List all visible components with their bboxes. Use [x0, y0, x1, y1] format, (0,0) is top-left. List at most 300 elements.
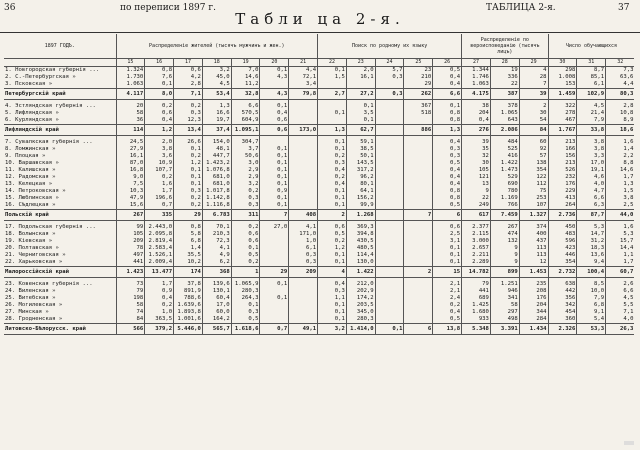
cell-value: 2,1 — [433, 288, 462, 295]
cell-value: 4,5 — [606, 295, 635, 302]
cell-value: 2.377 — [462, 224, 491, 231]
cell-value: 174,2 — [346, 295, 375, 302]
cell-value: 210 — [404, 74, 433, 81]
cell-value — [260, 231, 289, 238]
table-row — [4, 202, 634, 210]
page-number-right: 37 — [618, 3, 630, 13]
cell-value: 16,6 — [202, 110, 231, 117]
cell-value: 9 — [490, 252, 519, 259]
cell-value: 38 — [462, 103, 491, 110]
cell-value — [404, 188, 433, 195]
cell-value: 60 — [519, 139, 548, 146]
cell-value: 9,0 — [116, 174, 145, 181]
cell-value: 54 — [519, 117, 548, 125]
table-row — [4, 295, 634, 302]
cell-value: 2,9 — [231, 174, 260, 181]
row-label: 1. Новгородская губернiя ... — [5, 67, 100, 73]
cell-value — [375, 195, 404, 202]
page-title: Табли ца 2-я. — [235, 10, 405, 28]
cell-value: 50,6 — [231, 153, 260, 160]
cell-value: 1.730 — [116, 74, 145, 81]
cell-value: 0,8 — [433, 195, 462, 202]
cell-value — [404, 259, 433, 267]
cell-value: 87,7 — [577, 210, 606, 221]
cell-value: 0,6 — [145, 110, 174, 117]
cell-value: 2,6 — [606, 281, 635, 288]
row-label: Литовско-Бѣлорусск. край — [4, 324, 116, 335]
column-number: 15 — [116, 59, 145, 67]
cell-value: 6 — [433, 210, 462, 221]
cell-value: 345,0 — [346, 309, 375, 316]
cell-value: 0,5 — [433, 316, 462, 324]
cell-value: 229 — [548, 188, 577, 195]
cell-value: 2.443,0 — [145, 224, 174, 231]
cell-value: 1.422 — [490, 160, 519, 167]
column-number: 29 — [519, 59, 548, 67]
cell-value: 105 — [116, 231, 145, 238]
cell-value: 4,2 — [174, 74, 203, 81]
column-number: 20 — [260, 59, 289, 67]
cell-value: 0,1 — [260, 202, 289, 210]
column-number-row — [4, 59, 634, 67]
cell-value: 0,2 — [174, 153, 203, 160]
cell-value: 0,8 — [433, 117, 462, 125]
cell-value: 0,6 — [260, 117, 289, 125]
table-row — [4, 259, 634, 267]
cell-value: 1.065 — [490, 110, 519, 117]
cell-value: 0,1 — [260, 281, 289, 288]
cell-value: 79 — [116, 288, 145, 295]
cell-value: 47,9 — [116, 195, 145, 202]
column-number: 32 — [606, 59, 635, 67]
cell-value: 209 — [116, 238, 145, 245]
cell-value: 1.251 — [490, 281, 519, 288]
cell-value: 3.391 — [490, 324, 519, 335]
cell-value: 891,9 — [174, 288, 203, 295]
cell-value: 13 — [462, 181, 491, 188]
cell-value: 2.819,4 — [145, 238, 174, 245]
cell-value: 12,3 — [174, 117, 203, 125]
table-row — [4, 245, 634, 252]
cell-value — [375, 245, 404, 252]
row-label: 6. Курляндская » — [5, 117, 59, 123]
cell-value: 354 — [519, 167, 548, 174]
cell-value: 2,5 — [606, 202, 635, 210]
cell-value: 3.000 — [462, 238, 491, 245]
cell-value — [260, 309, 289, 316]
cell-value: 2.732 — [548, 267, 577, 278]
cell-value: 0,2 — [145, 174, 174, 181]
row-label: 11. Калишская » — [5, 167, 56, 173]
cell-value: 1.344 — [462, 67, 491, 75]
row-label: 16. Сѣдлецкая » — [5, 202, 56, 208]
cell-value — [289, 288, 318, 295]
cell-value — [375, 188, 404, 195]
cell-value: 73 — [116, 281, 145, 288]
cell-value: 4,3 — [260, 74, 289, 81]
cell-value: 2,8 — [606, 103, 635, 110]
cell-value: 10,3 — [116, 188, 145, 195]
cell-value: 9 — [490, 259, 519, 267]
row-label: 25. Витебская » — [5, 295, 56, 301]
cell-value: 4,1 — [289, 224, 318, 231]
cell-value: 423 — [548, 245, 577, 252]
cell-value: 6,8 — [577, 302, 606, 309]
cell-value: 1.746 — [462, 74, 491, 81]
cell-value: 72,3 — [202, 238, 231, 245]
cell-value: 7 — [404, 210, 433, 221]
cell-value: 16,8 — [116, 167, 145, 174]
row-label: Польскiй край — [4, 210, 116, 221]
cell-value — [404, 238, 433, 245]
row-label: Лифляндскiй край — [4, 125, 116, 136]
cell-value: 2.326 — [548, 324, 577, 335]
cell-value: 6,6 — [231, 103, 260, 110]
cell-value: 0,6 — [231, 231, 260, 238]
row-label: 3. Псковская » — [5, 81, 53, 87]
cell-value: 8,9 — [606, 117, 635, 125]
cell-value: 441 — [462, 288, 491, 295]
cell-value — [289, 195, 318, 202]
column-number: 25 — [404, 59, 433, 67]
cell-value: 1.324 — [116, 67, 145, 75]
cell-value: 7,3 — [606, 67, 635, 75]
cell-value: 379,2 — [145, 324, 174, 335]
cell-value: 0,1 — [318, 309, 347, 316]
cell-value: 70,1 — [202, 224, 231, 231]
cell-value: 53,4 — [202, 89, 231, 100]
cell-value: 0,3 — [318, 160, 347, 167]
table-row — [4, 160, 634, 167]
cell-value: 166 — [548, 146, 577, 153]
cell-value — [375, 288, 404, 295]
cell-value: 1,3 — [433, 125, 462, 136]
cell-value: 416 — [490, 153, 519, 160]
cell-value: 5,8 — [174, 231, 203, 238]
row-label: 19. Кiевская » — [5, 238, 53, 244]
cell-value: 0,1 — [318, 202, 347, 210]
cell-value — [375, 103, 404, 110]
cell-value: 0,4 — [145, 117, 174, 125]
cell-value: 400 — [519, 231, 548, 238]
cell-value: 13,6 — [577, 252, 606, 259]
cell-value: 0,3 — [433, 153, 462, 160]
cell-value: 413 — [548, 195, 577, 202]
cell-value: 0,8 — [145, 67, 174, 75]
cell-value: 604,9 — [231, 117, 260, 125]
cell-value: 4,5 — [202, 81, 231, 89]
cell-value: 596 — [548, 238, 577, 245]
cell-value: 0,1 — [260, 67, 289, 75]
cell-value: 4,5 — [577, 103, 606, 110]
cell-value: 2.289 — [462, 259, 491, 267]
cell-value: 4,9 — [202, 252, 231, 259]
cell-value — [404, 139, 433, 146]
row-label: 8. Ломжинская » — [5, 146, 56, 152]
cell-value: 0,5 — [231, 316, 260, 324]
cell-value: 0,1 — [318, 259, 347, 267]
cell-value: 92 — [519, 146, 548, 153]
cell-value: 18,3 — [577, 245, 606, 252]
cell-value: 0,3 — [174, 188, 203, 195]
cell-value — [375, 295, 404, 302]
cell-value: 0,1 — [433, 252, 462, 259]
cell-value: 0,4 — [318, 281, 347, 288]
row-label: Малороссiйскiй край — [4, 267, 116, 278]
cell-value: 7,1 — [606, 309, 635, 316]
cell-value: 4,0 — [606, 316, 635, 324]
column-number: 26 — [433, 59, 462, 67]
year-label: 1897 ГОДЪ. — [4, 34, 116, 59]
running-table-label: ТАБЛИЦА 2-я. — [486, 3, 556, 13]
cell-value: 19 — [490, 67, 519, 75]
region-total-row — [4, 210, 634, 221]
cell-value: 430,5 — [346, 238, 375, 245]
cell-value — [404, 174, 433, 181]
cell-value — [404, 195, 433, 202]
cell-value: 0,2 — [174, 195, 203, 202]
table-row — [4, 238, 634, 245]
cell-value: 20 — [116, 103, 145, 110]
cell-value: 1.680 — [462, 309, 491, 316]
cell-value: 0,8 — [433, 188, 462, 195]
cell-value — [404, 281, 433, 288]
cell-value: 5,4 — [577, 316, 606, 324]
cell-value: 1,7 — [145, 281, 174, 288]
cell-value: 74 — [116, 309, 145, 316]
cell-value: 474 — [490, 231, 519, 238]
cell-value: 1.017,8 — [202, 188, 231, 195]
cell-value: 9 — [490, 245, 519, 252]
cell-value: 2,2 — [606, 153, 635, 160]
cell-value: 16,1 — [346, 74, 375, 81]
table-row — [4, 288, 634, 295]
cell-value: 87,0 — [116, 160, 145, 167]
row-label: 2. С.-Петербургская » — [5, 74, 76, 80]
cell-value: 0,7 — [145, 202, 174, 210]
row-label: Петербургскiй край — [4, 89, 116, 100]
cell-value: 0,4 — [433, 167, 462, 174]
region-total-row — [4, 324, 634, 335]
cell-value: 304,7 — [231, 139, 260, 146]
cell-value: 60,4 — [202, 295, 231, 302]
cell-value: 2.095,8 — [145, 231, 174, 238]
cell-value — [260, 259, 289, 267]
cell-value: 8,7 — [577, 67, 606, 75]
cell-value: 23 — [404, 67, 433, 75]
cell-value: 276 — [462, 125, 491, 136]
cell-value — [404, 117, 433, 125]
row-label: 22. Харьковская » — [5, 259, 63, 265]
cell-value: 58 — [490, 302, 519, 309]
cell-value: 121 — [462, 174, 491, 181]
cell-value: 2.086 — [490, 125, 519, 136]
cell-value: 10,2 — [174, 259, 203, 267]
cell-value: 7,9 — [577, 295, 606, 302]
cell-value — [404, 202, 433, 210]
cell-value: 408 — [289, 210, 318, 221]
cell-value: 788,6 — [174, 295, 203, 302]
cell-value — [260, 302, 289, 309]
cell-value — [318, 117, 347, 125]
cell-value: 6,2 — [202, 259, 231, 267]
cell-value: 280,3 — [231, 288, 260, 295]
table-body — [4, 34, 634, 335]
cell-value: 1,4 — [174, 245, 203, 252]
row-label: 28. Гродненская » — [5, 316, 63, 322]
cell-value — [375, 110, 404, 117]
cell-value: 19,1 — [577, 167, 606, 174]
cell-value: 13.477 — [145, 267, 174, 278]
watermark-logo — [624, 441, 634, 445]
cell-value: 7,1 — [174, 89, 203, 100]
cell-value — [375, 259, 404, 267]
cell-value: 96,2 — [346, 174, 375, 181]
cell-value — [375, 174, 404, 181]
cell-value: 886 — [404, 125, 433, 136]
cell-value — [289, 295, 318, 302]
column-number: 17 — [174, 59, 203, 67]
cell-value: 0,3 — [289, 252, 318, 259]
cell-value: 58 — [116, 302, 145, 309]
cell-value: 164,2 — [202, 316, 231, 324]
row-label: 21. Черниговская » — [5, 252, 66, 258]
cell-value: 7,5 — [116, 181, 145, 188]
cell-value: 354 — [548, 259, 577, 267]
cell-value: 10,8 — [606, 110, 635, 117]
cell-value: 39 — [462, 139, 491, 146]
cell-value: 0,5 — [318, 231, 347, 238]
cell-value: 0,1 — [145, 81, 174, 89]
cell-value: 1,7 — [606, 174, 635, 181]
cell-value: 9 — [462, 188, 491, 195]
cell-value: 0,1 — [433, 245, 462, 252]
cell-value — [404, 288, 433, 295]
cell-value: 344 — [519, 309, 548, 316]
cell-value: 0,4 — [433, 74, 462, 81]
cell-value: 766 — [490, 202, 519, 210]
cell-value: 19,7 — [202, 117, 231, 125]
cell-value: 378 — [490, 103, 519, 110]
cell-value: 374 — [519, 224, 548, 231]
cell-value: 267 — [490, 224, 519, 231]
cell-value: 7,6 — [145, 74, 174, 81]
column-number: 19 — [231, 59, 260, 67]
cell-value — [404, 231, 433, 238]
cell-value: 565,7 — [202, 324, 231, 335]
cell-value: 946 — [490, 288, 519, 295]
cell-value: 62,7 — [346, 125, 375, 136]
row-label: 4. Эстляндская губернiя ... — [5, 103, 96, 109]
cell-value: 154,0 — [202, 139, 231, 146]
cell-value: 29 — [174, 210, 203, 221]
cell-value: 0,5 — [231, 252, 260, 259]
cell-value: 1.453 — [519, 267, 548, 278]
cell-value: 50,1 — [346, 153, 375, 160]
cell-value: 1.414,0 — [346, 324, 375, 335]
cell-value — [375, 309, 404, 316]
cell-value: 780 — [490, 188, 519, 195]
cell-value: 280,3 — [346, 316, 375, 324]
cell-value: 58 — [116, 110, 145, 117]
cell-value: 6,1 — [577, 81, 606, 89]
region-total-row — [4, 89, 634, 100]
cell-value: 176 — [519, 295, 548, 302]
cell-value — [404, 252, 433, 259]
cell-value: 22 — [462, 195, 491, 202]
cell-value: 8,5 — [577, 281, 606, 288]
cell-value: 3,8 — [606, 195, 635, 202]
cell-value: 32 — [462, 153, 491, 160]
column-number: 18 — [202, 59, 231, 67]
cell-value — [289, 153, 318, 160]
cell-value: 2,4 — [433, 295, 462, 302]
cell-value — [375, 139, 404, 146]
table-row — [4, 188, 634, 195]
cell-value: 387 — [490, 89, 519, 100]
cell-value: 278 — [548, 110, 577, 117]
cell-value: 64,1 — [346, 188, 375, 195]
cell-value: 2,0 — [145, 139, 174, 146]
cell-value: 0,1 — [346, 103, 375, 110]
table-row — [4, 81, 634, 89]
cell-value: 1.063 — [116, 81, 145, 89]
group-header-language: Поиск по родному их языку — [318, 34, 462, 59]
cell-value — [404, 295, 433, 302]
cell-value: 14,6 — [606, 167, 635, 174]
cell-value — [289, 160, 318, 167]
cell-value: 84 — [116, 316, 145, 324]
cell-value: 105 — [462, 167, 491, 174]
cell-value: 14.782 — [462, 267, 491, 278]
cell-value: 31,2 — [577, 238, 606, 245]
cell-value: 437 — [519, 238, 548, 245]
cell-value — [289, 309, 318, 316]
cell-value: 0,4 — [433, 309, 462, 316]
cell-value: 566 — [116, 324, 145, 335]
cell-value: 22 — [490, 81, 519, 89]
cell-value: 59,1 — [346, 139, 375, 146]
cell-value: 0,2 — [318, 238, 347, 245]
cell-value: 6,8 — [174, 238, 203, 245]
cell-value: 80,3 — [606, 89, 635, 100]
cell-value: 0,1 — [318, 110, 347, 117]
row-label: 17. Подольская губернiя ... — [5, 224, 96, 230]
cell-value: 0,1 — [260, 103, 289, 110]
cell-value: 689 — [462, 295, 491, 302]
cell-value: 138 — [519, 160, 548, 167]
column-number: 24 — [375, 59, 404, 67]
cell-value — [375, 267, 404, 278]
cell-value: 37,8 — [174, 281, 203, 288]
cell-value: 1.169 — [490, 195, 519, 202]
cell-value: 1,1 — [606, 252, 635, 259]
row-label: 15. Люблинская » — [5, 195, 59, 201]
cell-value: 1.142,8 — [202, 195, 231, 202]
cell-value: 342 — [548, 302, 577, 309]
cell-value: 213 — [548, 139, 577, 146]
cell-value: 0,9 — [260, 188, 289, 195]
cell-value: 4,0 — [577, 181, 606, 188]
cell-value: 1.076,8 — [202, 167, 231, 174]
cell-value: 0,1 — [174, 146, 203, 153]
cell-value — [375, 252, 404, 259]
cell-value: 5,3 — [577, 224, 606, 231]
cell-value: 1.063 — [462, 81, 491, 89]
cell-value: 1.767 — [548, 125, 577, 136]
cell-value: 0,1 — [260, 167, 289, 174]
cell-value: 198 — [116, 295, 145, 302]
